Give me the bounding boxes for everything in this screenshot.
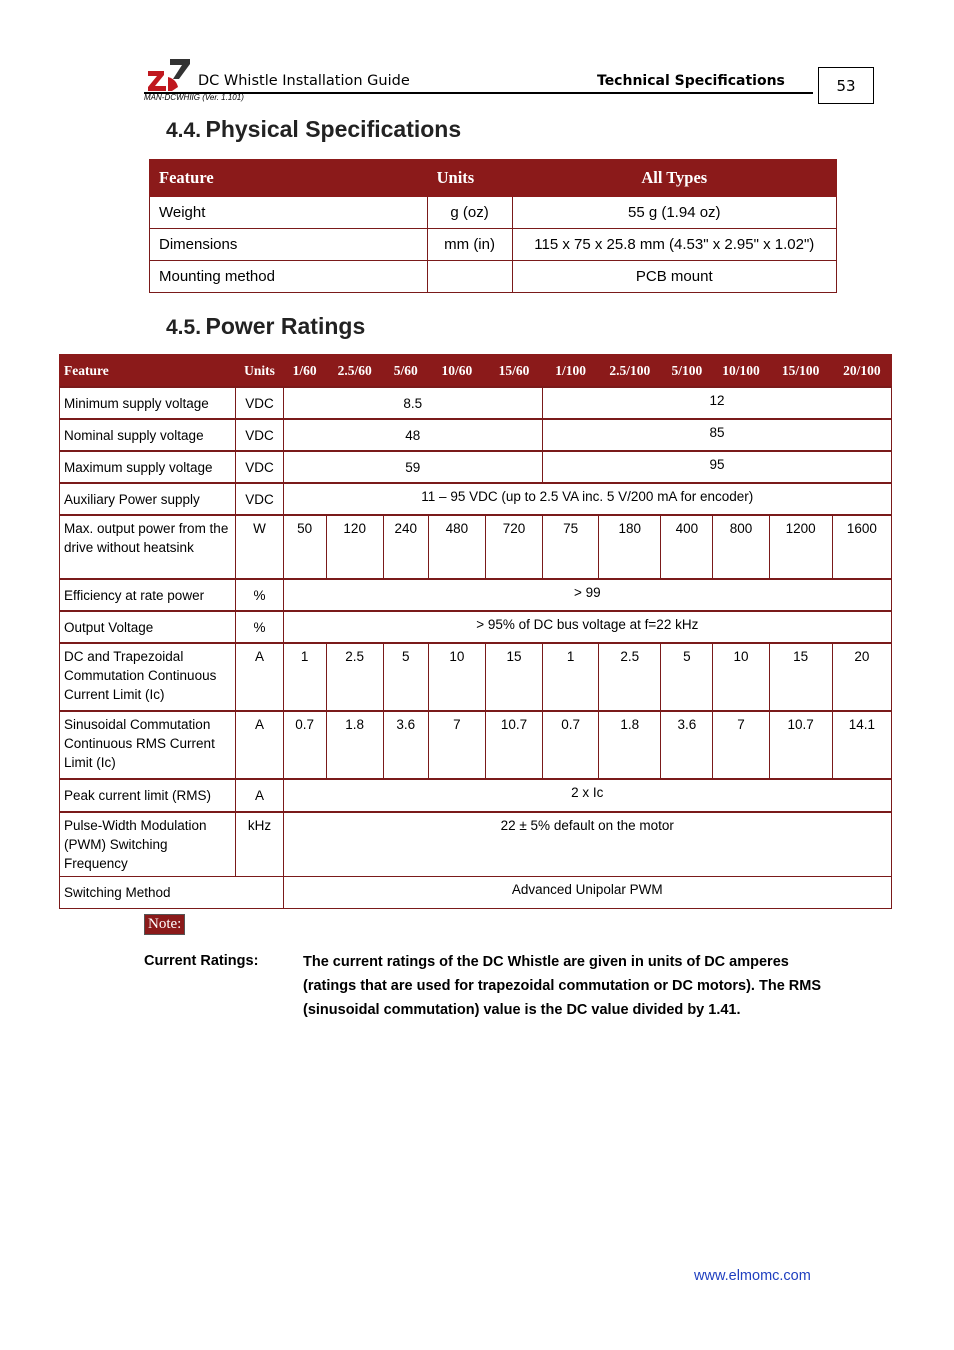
units-cell: A <box>236 643 283 711</box>
value-cell: 480 <box>428 515 485 579</box>
document-version: MAN-DCWHIIG (Ver. 1.101) <box>144 93 244 102</box>
value-cell: 12 <box>543 387 892 419</box>
table-row <box>60 387 892 419</box>
units-cell: mm (in) <box>427 229 512 261</box>
value-cell: 15 <box>485 643 542 711</box>
value-cell: 2.5 <box>326 643 383 711</box>
header-divider <box>144 92 813 94</box>
table-row <box>60 515 892 579</box>
value-cell: 15 <box>769 643 832 711</box>
value-cell: 7 <box>428 711 485 779</box>
feature-cell: Maximum supply voltage <box>60 451 236 483</box>
column-header: 2.5/100 <box>599 355 661 388</box>
units-cell: % <box>236 579 283 611</box>
column-header: Feature <box>150 160 428 197</box>
units-cell <box>427 261 512 293</box>
value-cell: Advanced Unipolar PWM <box>283 877 891 909</box>
table-header-row <box>60 355 892 388</box>
value-cell: 3.6 <box>383 711 428 779</box>
value-cell: 2.5 <box>599 643 661 711</box>
value-cell: 115 x 75 x 25.8 mm (4.53" x 2.95" x 1.02") <box>512 229 836 261</box>
column-header: 5/100 <box>661 355 713 388</box>
physical-specifications-table <box>149 159 837 293</box>
table-row <box>60 611 892 643</box>
value-cell: 1.8 <box>326 711 383 779</box>
value-cell: 48 <box>283 419 543 451</box>
column-header: 2.5/60 <box>326 355 383 388</box>
value-cell: 20 <box>832 643 891 711</box>
table-row <box>60 483 892 515</box>
units-cell: VDC <box>236 483 283 515</box>
units-cell: W <box>236 515 283 579</box>
feature-cell: Nominal supply voltage <box>60 419 236 451</box>
column-header: 10/100 <box>713 355 769 388</box>
table-row <box>60 419 892 451</box>
note-text: The current ratings of the DC Whistle are given in units of DC amperes (ratings that are used for trapezoidal commutation or DC motors). The RMS (sinusoidal commutation) value is the DC value divided by 1.41. <box>303 954 822 1018</box>
feature-cell: Max. output power from the drive without heatsink <box>60 515 236 579</box>
feature-cell: Sinusoidal Commutation Continuous RMS Current Limit (Ic) <box>60 711 236 779</box>
note-label: Note: <box>144 914 185 935</box>
note-term: Current Ratings: <box>144 953 259 969</box>
value-cell: 14.1 <box>832 711 891 779</box>
feature-cell: Pulse-Width Modulation (PWM) Switching Frequency <box>60 812 236 877</box>
table-row <box>150 197 837 229</box>
physical-heading <box>166 116 461 143</box>
feature-cell: Efficiency at rate power <box>60 579 236 611</box>
table-row <box>60 579 892 611</box>
document-title: DC Whistle Installation Guide <box>198 73 410 89</box>
table-row <box>60 877 892 909</box>
table-header-row <box>150 160 837 197</box>
column-header: 1/60 <box>283 355 326 388</box>
value-cell: PCB mount <box>512 261 836 293</box>
value-cell: 59 <box>283 451 543 483</box>
units-cell: VDC <box>236 451 283 483</box>
column-header: 15/60 <box>485 355 542 388</box>
value-cell: 55 g (1.94 oz) <box>512 197 836 229</box>
value-cell: 10.7 <box>769 711 832 779</box>
page-number: 53 <box>818 67 874 104</box>
value-cell: 180 <box>599 515 661 579</box>
feature-cell: Dimensions <box>150 229 428 261</box>
value-cell: 2 x Ic <box>283 779 891 812</box>
value-cell: 0.7 <box>543 711 599 779</box>
value-cell: 85 <box>543 419 892 451</box>
feature-cell: Auxiliary Power supply <box>60 483 236 515</box>
feature-cell: Minimum supply voltage <box>60 387 236 419</box>
value-cell: 22 ± 5% default on the motor <box>283 812 891 877</box>
power-heading-number: 4.5. <box>166 316 202 339</box>
units-cell: VDC <box>236 419 283 451</box>
units-cell: kHz <box>236 812 283 877</box>
value-cell: 10 <box>428 643 485 711</box>
physical-heading-title: Physical Specifications <box>205 116 462 142</box>
value-cell: > 95% of DC bus voltage at f=22 kHz <box>283 611 891 643</box>
value-cell: 0.7 <box>283 711 326 779</box>
value-cell: 50 <box>283 515 326 579</box>
table-row <box>150 229 837 261</box>
column-header: 20/100 <box>832 355 891 388</box>
value-cell: 1 <box>543 643 599 711</box>
column-header: Units <box>427 160 512 197</box>
value-cell: 7 <box>713 711 769 779</box>
table-row <box>60 711 892 779</box>
value-cell: 1600 <box>832 515 891 579</box>
units-cell: A <box>236 711 283 779</box>
value-cell: 1.8 <box>599 711 661 779</box>
value-cell: 1 <box>283 643 326 711</box>
column-header: 10/60 <box>428 355 485 388</box>
value-cell: 10.7 <box>485 711 542 779</box>
power-ratings-table <box>59 354 892 909</box>
feature-cell: Peak current limit (RMS) <box>60 779 236 812</box>
table-row <box>60 451 892 483</box>
column-header: 5/60 <box>383 355 428 388</box>
value-cell: 10 <box>713 643 769 711</box>
column-header: Feature <box>60 355 236 388</box>
value-cell: 3.6 <box>661 711 713 779</box>
value-cell: 1200 <box>769 515 832 579</box>
value-cell: 5 <box>383 643 428 711</box>
value-cell: > 99 <box>283 579 891 611</box>
physical-heading-number: 4.4. <box>166 119 202 142</box>
column-header: All Types <box>512 160 836 197</box>
elmo-logo-icon <box>148 57 190 91</box>
power-heading-title: Power Ratings <box>205 313 366 339</box>
value-cell: 240 <box>383 515 428 579</box>
column-header: Units <box>236 355 283 388</box>
value-cell: 400 <box>661 515 713 579</box>
feature-cell: Weight <box>150 197 428 229</box>
units-cell: g (oz) <box>427 197 512 229</box>
feature-cell: Mounting method <box>150 261 428 293</box>
table-row <box>60 643 892 711</box>
feature-cell: DC and Trapezoidal Commutation Continuous Current Limit (Ic) <box>60 643 236 711</box>
table-row <box>60 812 892 877</box>
feature-cell: Switching Method <box>60 877 284 909</box>
column-header: 15/100 <box>769 355 832 388</box>
section-title: Technical Specifications <box>597 73 785 89</box>
value-cell: 75 <box>543 515 599 579</box>
units-cell: A <box>236 779 283 812</box>
value-cell: 11 – 95 VDC (up to 2.5 VA inc. 5 V/200 mA for encoder) <box>283 483 891 515</box>
value-cell: 95 <box>543 451 892 483</box>
table-row <box>60 779 892 812</box>
value-cell: 800 <box>713 515 769 579</box>
value-cell: 720 <box>485 515 542 579</box>
units-cell: VDC <box>236 387 283 419</box>
value-cell: 5 <box>661 643 713 711</box>
footer-website-link[interactable]: www.elmomc.com <box>694 1268 811 1284</box>
value-cell: 8.5 <box>283 387 543 419</box>
table-row <box>150 261 837 293</box>
feature-cell: Output Voltage <box>60 611 236 643</box>
column-header: 1/100 <box>543 355 599 388</box>
power-heading <box>166 313 365 340</box>
value-cell: 120 <box>326 515 383 579</box>
units-cell: % <box>236 611 283 643</box>
